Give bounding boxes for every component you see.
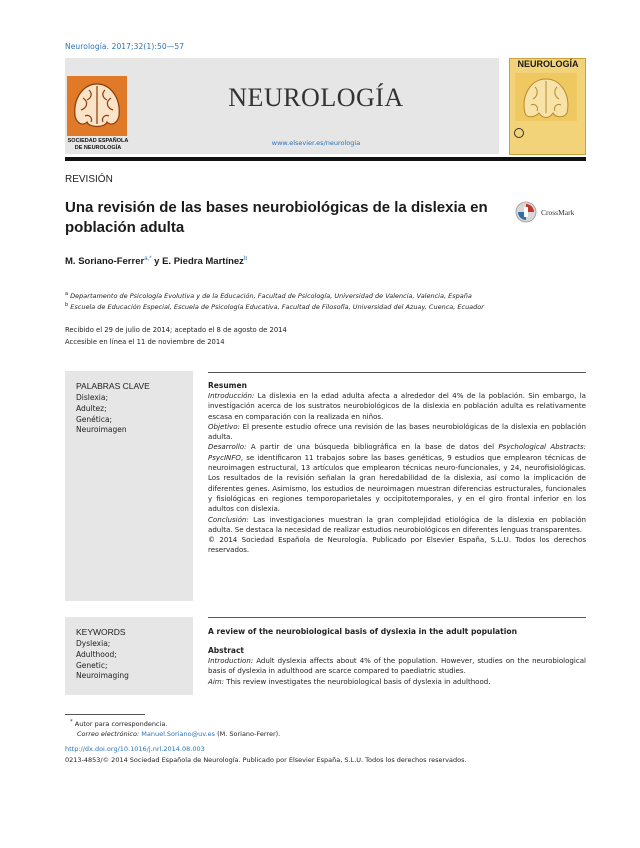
abstract-en-section [208,627,586,687]
affiliation-b [65,302,484,311]
article-title: Una revisión de las bases neurobiológicas de la dislexia en población adulta [65,199,488,236]
author-2-affiliation[interactable]: b [243,256,248,262]
abstract-aim-label: Aim: [208,676,225,686]
cover-seal-icon [514,128,524,138]
keyword-en-item: Adulthood; [76,649,117,659]
journal-title: NEUROLOGÍA [228,83,404,112]
abstract-aim-text: This review investigates the neurobiological basis of dyslexia in adulthood. [224,676,491,686]
email-label: Correo electrónico: [77,730,140,738]
society-brain-logo-icon [67,76,127,136]
keyword-en-item: Dyslexia; [76,639,111,648]
affiliation-b-marker: b [65,302,69,308]
keywords-en-panel [65,617,193,695]
keywords-en-heading: KEYWORDS [76,627,126,637]
resumen-objetivo [208,422,586,443]
society-name-line2: DE NEUROLOGÍA [74,144,122,151]
resumen-section [208,381,586,556]
abstract-en-rule [208,617,586,618]
society-name-line1: SOCIEDAD ESPAÑOLA [67,138,129,144]
issn-line: 0213-4853/© 2014 Sociedad Española de Neurología. Publicado por Elsevier España, S.L.U. Todos los derechos reservados. [65,756,467,764]
resumen-rule [208,372,586,373]
header-rule [65,157,586,161]
abstract-intro [208,656,586,677]
cover-illustration-icon [515,73,577,121]
keyword-en-item: Neuroimaging [76,671,129,681]
resumen-desarrollo-text-a: A partir de una búsqueda bibliográfica en la base de datos del [246,442,499,452]
author-1-affiliation[interactable]: a,* [144,256,152,262]
resumen-conclusion-label: Conclusión: [208,514,249,524]
correspondence-note [70,719,167,728]
section-label: REVISIÓN [65,174,113,185]
affiliation-a-marker: a [65,291,69,297]
resumen-objetivo-text: El presente estudio ofrece una revisión de las bases neurobiológicas de la dislexia en población adulta. [208,421,586,442]
abstract-intro-label: Introduction: [208,656,254,665]
resumen-intro-text: La dislexia en la edad adulta afecta a alrededor del 4% de la población. Sin embargo, la investigación acerca de los sustratos neurobiológicos de la dislexia en población adulta es relativamente escasa en comparación con la realizada en niños. [208,391,586,421]
author-join: y [151,256,163,268]
affiliation-a-text: Departamento de Psicología Evolutiva y de la Educación, Facultad de Psicología, Universidad de Valencia, Valencia, España [70,292,472,301]
affiliation-b-text: Escuela de Educación Especial, Escuela de Psicología Educativa, Facultad de Filosofía, Universidad del Azuay, Cuenca, Ecuador [70,303,484,312]
author-2: E. Piedra Martínez [162,256,244,268]
author-list [65,256,247,267]
email-owner: (M. Soriano-Ferrer). [215,730,281,738]
journal-citation: Neurología. 2017;32(1):50—57 [65,42,185,51]
journal-url-link[interactable]: www.elsevier.es/neurologia [271,139,361,147]
crossmark-label[interactable]: CrossMark [541,208,575,217]
doi-link[interactable]: http://dx.doi.org/10.1016/j.nrl.2014.08.003 [65,745,205,753]
resumen-conclusion [208,515,586,536]
received-date: Recibido el 29 de julio de 2014; aceptado el 8 de agosto de 2014 [65,326,287,334]
resumen-objetivo-label: Objetivo: [208,421,240,431]
resumen-database: Psychological Abstracts: PsycINFO [208,442,586,462]
resumen-desarrollo-text-b: , se identificaron 11 trabajos sobre las bases genéticas, 9 estudios que emplearon técnicas de neuroimagen estructural, 13 artículos que emplearon técnicas neuro-funcionales, y 24, neurofisiológicas. Los resultados de la revisión señalan la gran heredabilidad de la dislexia, así como la implicación de diferentes genes. Asimismo, los estudios de neuroimagen muestran diferencias estructurales, funcionales y fisiológicas en regiones temporoparietales y occipitotemporales, y en el giro frontal inferior en los adultos con dislexia. [208,452,586,514]
cover-title: NEUROLOGÍA [517,59,579,69]
crossmark-icon[interactable] [515,201,537,223]
abstract-aim [208,677,586,687]
society-name [63,138,133,151]
keywords-es-panel [65,371,193,601]
keyword-es-item: Genética; [76,414,113,424]
abstract-intro-text: Adult dyslexia affects about 4% of the population. However, studies on the neurobiological basis of dyslexia in adulthood are scarce compared to paediatric studies. [208,656,586,676]
english-title: A review of the neurobiological basis of dyslexia in the adult population [208,627,518,636]
keyword-en-item: Genetic; [76,660,108,670]
affiliation-a [65,291,472,300]
correspondence-star: * [70,719,73,725]
resumen-copyright: © 2014 Sociedad Española de Neurología. Publicado por Elsevier España, S.L.U. Todos los derechos reservados. [208,535,586,555]
resumen-desarrollo [208,442,586,514]
resumen-heading: Resumen [208,381,247,390]
keyword-es-item: Neuroimagen [76,425,127,435]
footnote-rule [65,714,145,715]
keywords-es-heading: PALABRAS CLAVE [76,381,150,391]
author-1: M. Soriano-Ferrer [65,256,145,268]
email-note [77,730,280,738]
keyword-es-item: Dislexia; [76,393,108,402]
keyword-es-item: Adultez; [76,403,107,413]
resumen-desarrollo-label: Desarrollo: [208,442,247,452]
email-link[interactable]: Manuel.Soriano@uv.es [141,730,216,738]
online-date: Accesible en línea el 11 de noviembre de 2014 [65,338,225,346]
resumen-intro-label: Introducción: [208,391,255,400]
correspondence-text: Autor para correspondencia. [74,720,168,729]
resumen-conclusion-text: Las investigaciones muestran la gran complejidad etiológica de la dislexia en población adulta. Se destaca la necesidad de realizar estudios neurobiológicos en diferentes lenguas transparentes. [208,514,586,534]
resumen-intro [208,391,586,422]
abstract-heading: Abstract [208,646,245,655]
